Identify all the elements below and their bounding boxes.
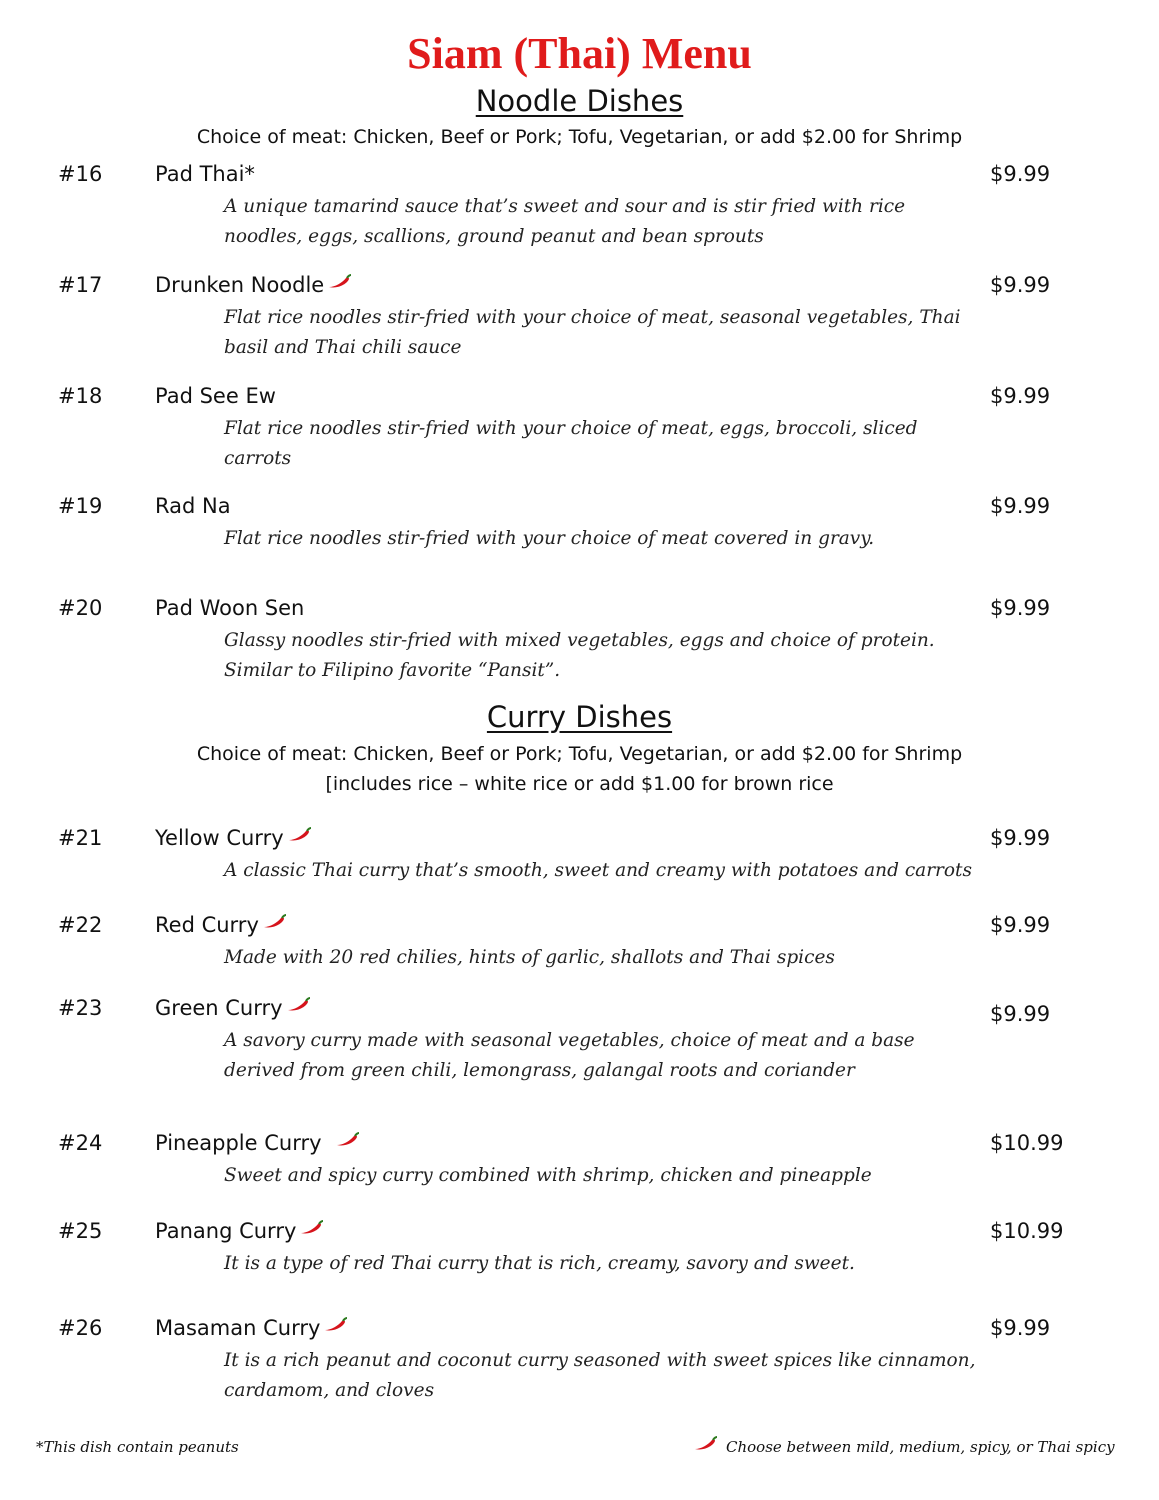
item-name-row [155,1316,348,1340]
item-price: $9.99 [990,273,1051,297]
item-name-row [155,273,352,297]
peanut-footnote: *This dish contain peanuts [36,1438,239,1456]
item-name-row [155,913,287,937]
item-name: Masaman Curry [155,1316,321,1340]
item-number: #19 [58,494,103,518]
item-name: Pad See Ew [155,384,276,408]
item-description-line1: It is a type of red Thai curry that is rich, creamy, savory and sweet. [224,1253,855,1274]
curry-meat-note: Choice of meat: Chicken, Beef or Pork; Tofu, Vegetarian, or add $2.00 for Shrimp [196,743,963,765]
item-name: Drunken Noodle [155,273,325,297]
item-number: #22 [58,913,103,937]
item-number: #20 [58,596,103,620]
item-price: $9.99 [990,162,1051,186]
chili-pepper-icon [261,914,287,930]
noodle-meat-note: Choice of meat: Chicken, Beef or Pork; Tofu, Vegetarian, or add $2.00 for Shrimp [196,126,963,148]
item-description-line1: Flat rice noodles stir-fried with your choice of meat covered in gravy. [224,528,875,549]
item-price: $9.99 [990,596,1051,620]
item-number: #24 [58,1131,103,1155]
item-name-row [155,1219,324,1243]
item-description-line1: A classic Thai curry that’s smooth, sweet and creamy with potatoes and carrots [224,860,972,881]
item-description-line2: Similar to Filipino favorite “Pansit”. [224,660,561,681]
menu-title: Siam (Thai) Menu [407,29,752,78]
item-description-line1: Sweet and spicy curry combined with shrimp, chicken and pineapple [224,1165,872,1186]
item-number: #17 [58,273,103,297]
item-name: Pineapple Curry [155,1131,322,1155]
item-name: Red Curry [155,913,259,937]
chili-pepper-icon [692,1436,718,1452]
item-price: $9.99 [990,494,1051,518]
item-price: $10.99 [990,1131,1064,1155]
chili-pepper-icon [286,827,312,843]
item-name: Rad Na [155,494,231,518]
item-name-row [155,996,311,1020]
spice-legend [690,1436,1115,1456]
chili-pepper-icon [285,997,311,1013]
curry-section-heading: Curry Dishes [486,700,673,734]
curry-rice-note: [includes rice – white rice or add $1.00 for brown rice [325,773,834,795]
chili-pepper-icon [334,1132,360,1148]
item-number: #26 [58,1316,103,1340]
item-name: Yellow Curry [155,826,284,850]
item-number: #16 [58,162,103,186]
item-description-line1: A unique tamarind sauce that’s sweet and sour and is stir fried with rice [224,196,906,217]
item-description-line2: basil and Thai chili sauce [224,337,462,358]
item-number: #23 [58,996,103,1020]
item-description-line1: Flat rice noodles stir-fried with your choice of meat, eggs, broccoli, sliced [224,418,918,439]
chili-pepper-icon [326,274,352,290]
item-name: Panang Curry [155,1219,297,1243]
item-name: Pad Woon Sen [155,596,305,620]
item-description-line2: cardamom, and cloves [224,1380,435,1401]
item-name: Green Curry [155,996,283,1020]
item-price: $9.99 [990,913,1051,937]
item-price: $9.99 [990,826,1051,850]
item-name-row [155,1131,360,1155]
item-price: $9.99 [990,384,1051,408]
spice-legend-text: Choose between mild, medium, spicy, or Thai spicy [726,1438,1115,1456]
item-description-line2: carrots [224,448,292,469]
item-description-line1: Glassy noodles stir-fried with mixed vegetables, eggs and choice of protein. [224,630,935,651]
item-name-row [155,826,312,850]
item-number: #21 [58,826,103,850]
noodle-section-heading: Noodle Dishes [475,84,684,118]
item-price: $10.99 [990,1219,1064,1243]
chili-pepper-icon [322,1317,348,1333]
item-description-line1: Made with 20 red chilies, hints of garlic, shallots and Thai spices [224,947,835,968]
item-description-line1: Flat rice noodles stir-fried with your choice of meat, seasonal vegetables, Thai [224,307,961,328]
item-name: Pad Thai* [155,162,255,186]
item-price: $9.99 [990,1002,1051,1026]
item-number: #18 [58,384,103,408]
item-number: #25 [58,1219,103,1243]
item-price: $9.99 [990,1316,1051,1340]
chili-pepper-icon [298,1220,324,1236]
item-description-line2: derived from green chili, lemongrass, galangal roots and coriander [224,1060,855,1081]
item-description-line1: It is a rich peanut and coconut curry seasoned with sweet spices like cinnamon, [224,1350,976,1371]
item-description-line1: A savory curry made with seasonal vegetables, choice of meat and a base [224,1030,915,1051]
item-description-line2: noodles, eggs, scallions, ground peanut and bean sprouts [224,226,764,247]
